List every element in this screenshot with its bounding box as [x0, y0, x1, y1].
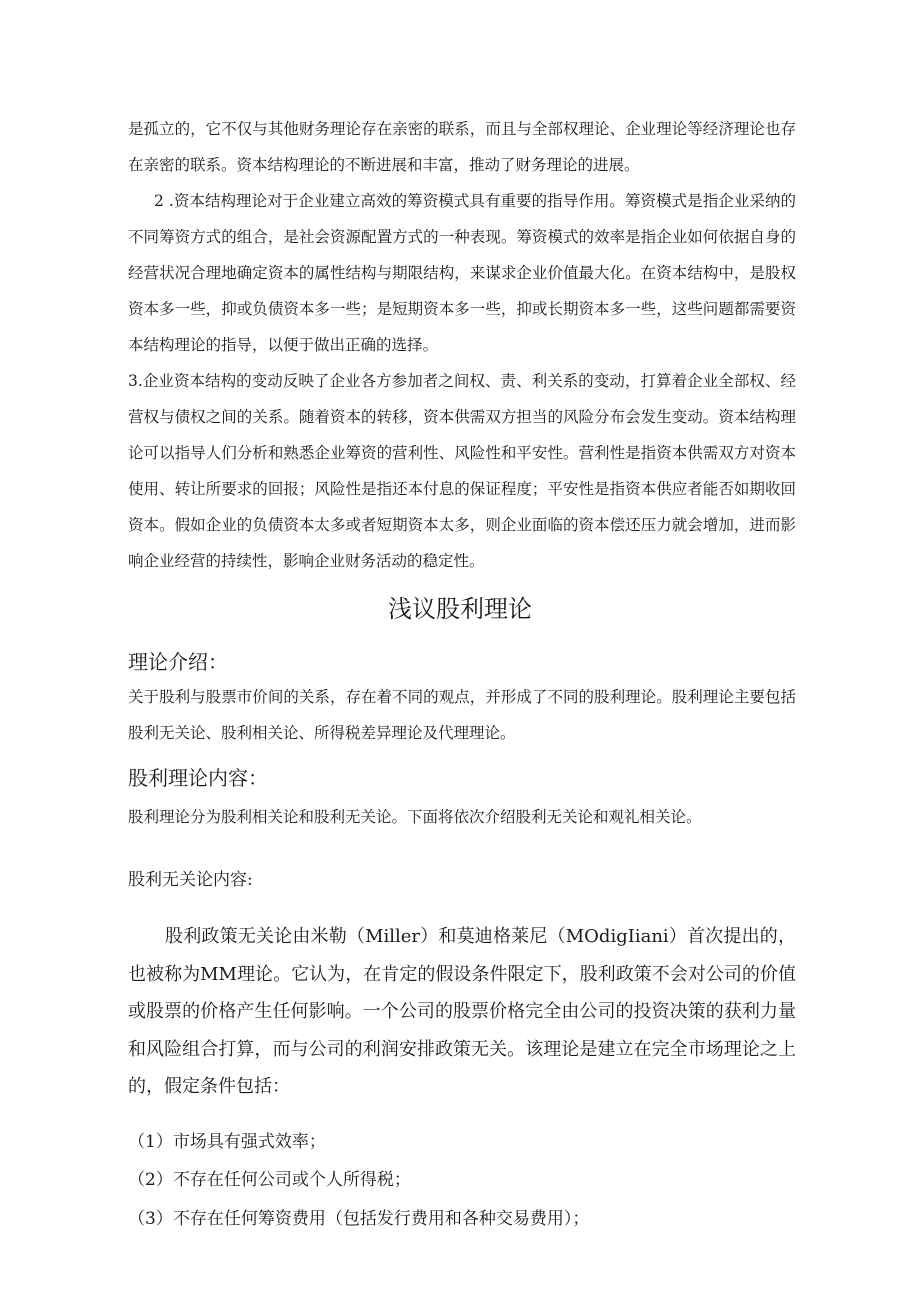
paragraph-text: 股利理论分为股利相关论和股利无关论。下面将依次介绍股利无关论和观礼相关论。 — [128, 808, 702, 826]
assumption-item: （2）不存在任何公司或个人所得税； — [128, 1170, 411, 1190]
paragraph-theory-intro — [128, 679, 796, 751]
paragraph-theory-content — [128, 799, 796, 835]
heading-theory-intro: 理论介绍： — [128, 650, 228, 674]
paragraph-text: 2 .资本结构理论对于企业建立高效的筹资模式具有重要的指导作用。筹资模式是指企业采纳的不同筹资方式的组合，是社会资源配置方式的一种表现。筹资模式的效率是指企业如何依据自身的经营状况合理地确定资本的属性结构与期限结构，来谋求企业价值最大化。在资本结构中，是股权资本多一些，抑或负债资本多一些；是短期资本多一些，抑或长期资本多一些，这些问题都需要资本结构理论的指导，以便于做出正确的选择。 — [128, 192, 796, 354]
paragraph-intro-continuation — [128, 111, 796, 183]
paragraph-text: 关于股利与股票市价间的关系，存在着不同的观点，并形成了不同的股利理论。股利理论主要包括股利无关论、股利相关论、所得税差异理论及代理理论。 — [128, 688, 796, 742]
paragraph-point-2 — [128, 183, 796, 363]
paragraph-mm-theory — [128, 918, 796, 1106]
subheading-irrelevance: 股利无关论内容: — [128, 870, 253, 890]
paragraph-text: 是孤立的，它不仅与其他财务理论存在亲密的联系，而且与全部权理论、企业理论等经济理论也存在亲密的联系。资本结构理论的不断进展和丰富，推动了财务理论的进展。 — [128, 120, 796, 174]
assumption-item: （3）不存在任何筹资费用（包括发行费用和各种交易费用）； — [128, 1209, 590, 1229]
heading-theory-content: 股利理论内容： — [128, 766, 268, 790]
paragraph-text: 3.企业资本结构的变动反映了企业各方参加者之间权、责、利关系的变动，打算着企业全部权、经营权与债权之间的关系。随着资本的转移，资本供需双方担当的风险分布会发生变动。资本结构理论可以指导人们分析和熟悉企业筹资的营利性、风险性和平安性。营利性是指资本供需双方对资本使用、转让所要求的回报；风险性是指还本付息的保证程度；平安性是指资本供应者能否如期收回资本。假如企业的负债资本太多或者短期资本太多，则企业面临的资本偿还压力就会增加，进而影响企业经营的持续性，影响企业财务活动的稳定性。 — [128, 372, 796, 570]
paragraph-point-3 — [128, 363, 796, 579]
section-title: 浅议股利理论 — [388, 595, 532, 623]
assumption-item: （1）市场具有强式效率； — [128, 1132, 326, 1152]
paragraph-text: 股利政策无关论由米勒（Miller）和莫迪格莱尼（MOdigIiani）首次提出的，也被称为MM理论。它认为，在肯定的假设条件限定下，股利政策不会对公司的价值或股票的价格产生任何影响。一个公司的股票价格完全由公司的投资决策的获利力量和风险组合打算，而与公司的利润安排政策无关。该理论是建立在完全市场理论之上的，假定条件包括： — [128, 926, 796, 1097]
